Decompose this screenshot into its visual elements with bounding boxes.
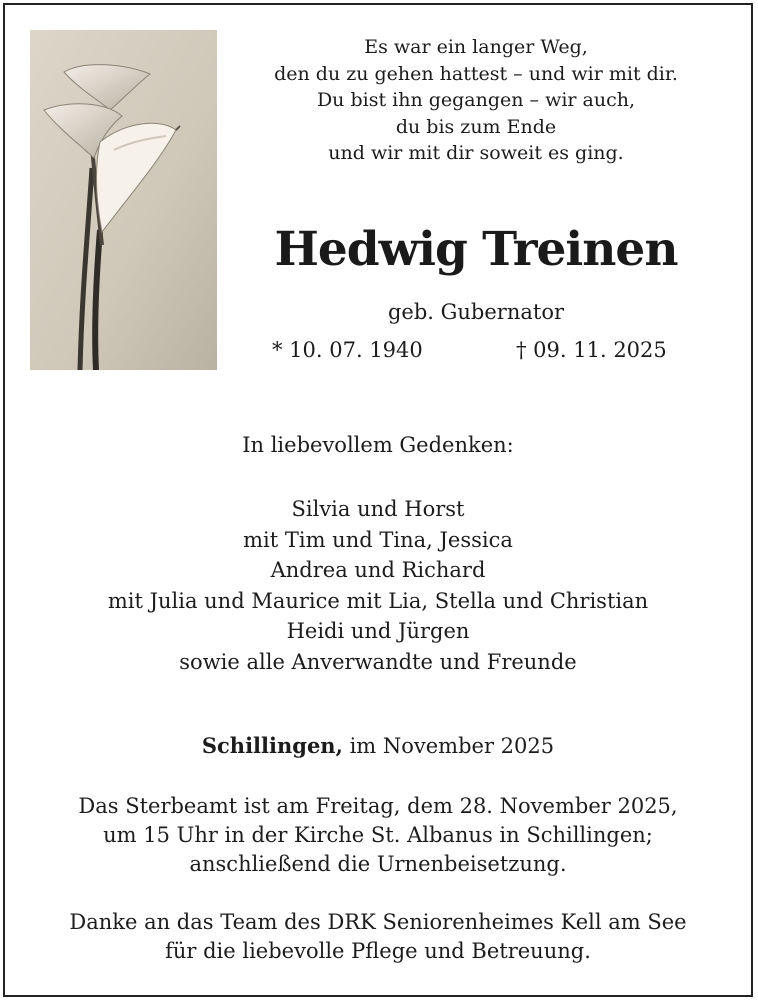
death-date: † 09. 11. 2025 (516, 338, 667, 362)
service-line: Das Sterbeamt ist am Freitag, dem 28. November 2025, (78, 794, 678, 818)
poem-line: und wir mit dir soweit es ging. (328, 142, 624, 164)
memory-heading: In liebevollem Gedenken: (242, 433, 514, 457)
birth-date: * 10. 07. 1940 (272, 338, 423, 362)
service-info (20, 792, 736, 879)
mourner-line: sowie alle Anverwandte und Freunde (179, 649, 577, 674)
service-line: um 15 Uhr in der Kirche St. Albanus in Schillingen; (103, 823, 653, 847)
mourner-line: mit Julia und Maurice mit Lia, Stella und Christian (107, 588, 649, 613)
place-name: Schillingen, (201, 733, 343, 758)
mourner-line: mit Tim und Tina, Jessica (243, 527, 513, 552)
calla-lily-photo (30, 30, 217, 370)
service-line: anschließend die Urnenbeisetzung. (189, 852, 567, 876)
poem-line: du bis zum Ende (395, 115, 557, 138)
maiden-name: geb. Gubernator (387, 300, 565, 324)
thanks-note (20, 908, 736, 966)
date-text: im November 2025 (342, 734, 555, 758)
deceased-name: Hedwig Treinen (274, 222, 678, 277)
thanks-line: für die liebevolle Pflege und Betreuung. (165, 939, 591, 963)
place-date (20, 733, 736, 758)
mourner-line: Heidi und Jürgen (286, 619, 470, 643)
poem-line: Es war ein langer Weg, (364, 36, 588, 58)
mourner-line: Andrea und Richard (270, 558, 486, 582)
poem-line: den du zu gehen hattest – und wir mit dir. (274, 62, 678, 85)
poem-line: Du bist ihn gegangen – wir auch, (316, 89, 636, 111)
mourner-line: Silvia und Horst (291, 497, 465, 521)
mourners-list (20, 494, 736, 677)
thanks-line: Danke an das Team des DRK Seniorenheimes Kell am See (69, 910, 687, 934)
poem (222, 34, 730, 167)
